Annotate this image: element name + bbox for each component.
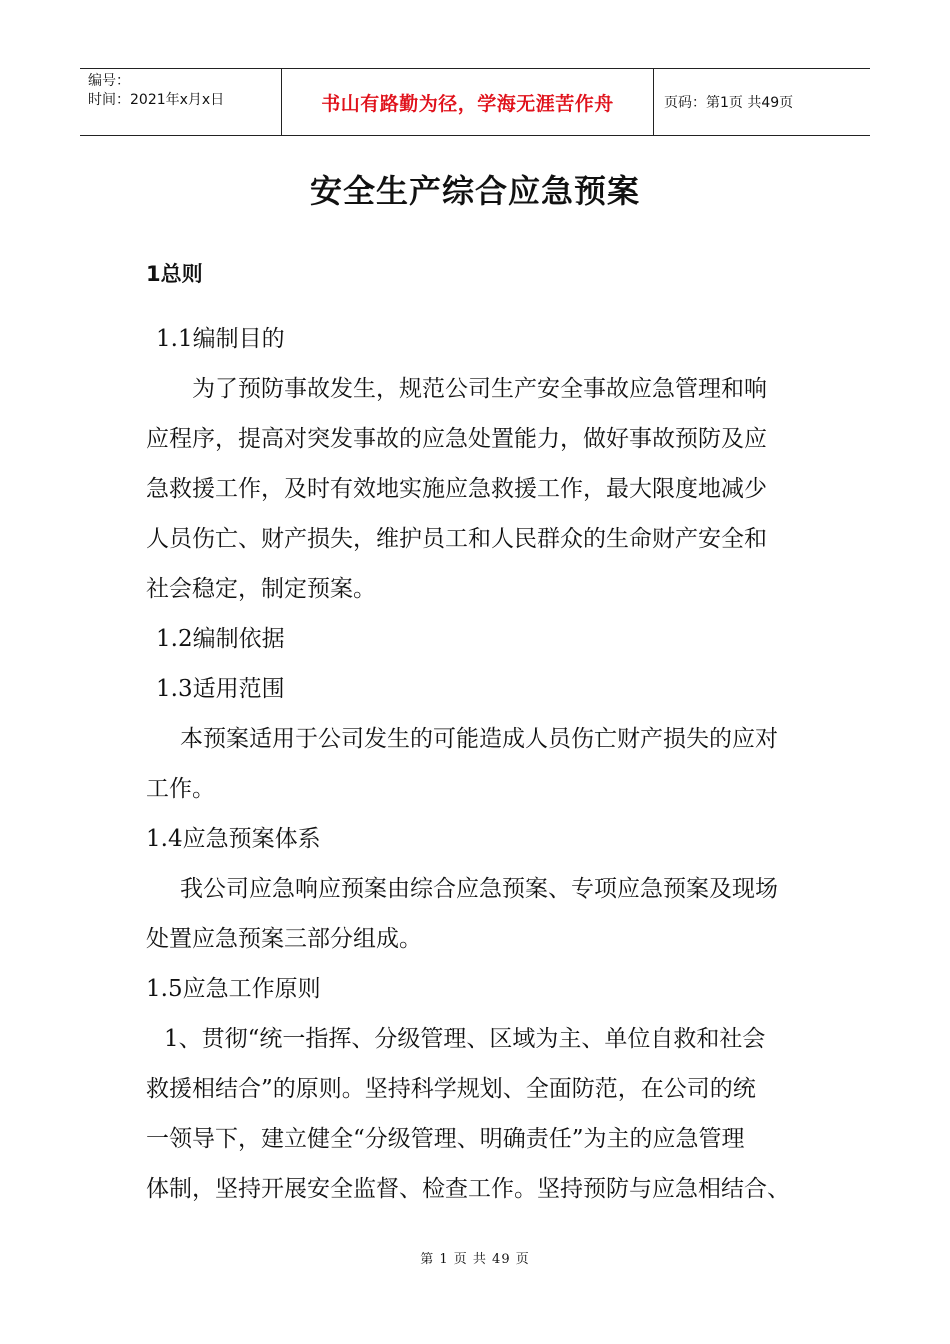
paragraph-1-line-1: 为了预防事故发生，规范公司生产安全事故应急管理和响 [192,376,767,402]
section-1-1-heading: 1.1编制目的 [156,326,285,352]
paragraph-1-line-4: 人员伤亡、财产损失，维护员工和人民群众的生命财产安全和 [146,526,767,552]
document-title: 安全生产综合应急预案 [309,172,640,210]
section-1-5-heading: 1.5应急工作原则 [146,976,321,1002]
paragraph-1-line-3: 急救援工作，及时有效地实施应急救援工作，最大限度地减少 [146,476,767,502]
paragraph-4-line-1: 1、贯彻“统一指挥、分级管理、区域为主、单位自救和社会 [164,1026,766,1052]
header-number: 编号： [88,73,130,89]
paragraph-2-line-1: 本预案适用于公司发生的可能造成人员伤亡财产损失的应对 [180,726,778,752]
paragraph-4-line-3: 一领导下，建立健全“分级管理、明确责任”为主的应急管理 [146,1126,745,1152]
paragraph-4-line-4: 体制，坚持开展安全监督、检查工作。坚持预防与应急相结合、 [146,1176,790,1202]
section-1-2-heading: 1.2编制依据 [156,626,285,652]
page-footer: 第 1 页 共 49 页 [420,1252,530,1267]
paragraph-1-line-2: 应程序，提高对突发事故的应急处置能力，做好事故预防及应 [146,426,767,452]
section-1-4-heading: 1.4应急预案体系 [146,826,321,852]
paragraph-3-line-2: 处置应急预案三部分组成。 [146,926,422,952]
section-1-heading: 1总则 [146,262,203,286]
document-header [80,68,870,136]
header-page-info: 页码：第1页 共49页 [664,95,794,111]
paragraph-2-line-2: 工作。 [146,776,215,802]
paragraph-1-line-5: 社会稳定，制定预案。 [146,576,376,602]
header-meta [80,69,281,135]
header-motto: 书山有路勤为径，学海无涯苦作舟 [281,69,654,135]
paragraph-4-line-2: 救援相结合”的原则。坚持科学规划、全面防范，在公司的统 [146,1076,756,1102]
header-date: 时间：2021年x月x日 [88,92,225,108]
paragraph-3-line-1: 我公司应急响应预案由综合应急预案、专项应急预案及现场 [180,876,778,902]
section-1-3-heading: 1.3适用范围 [156,676,285,702]
